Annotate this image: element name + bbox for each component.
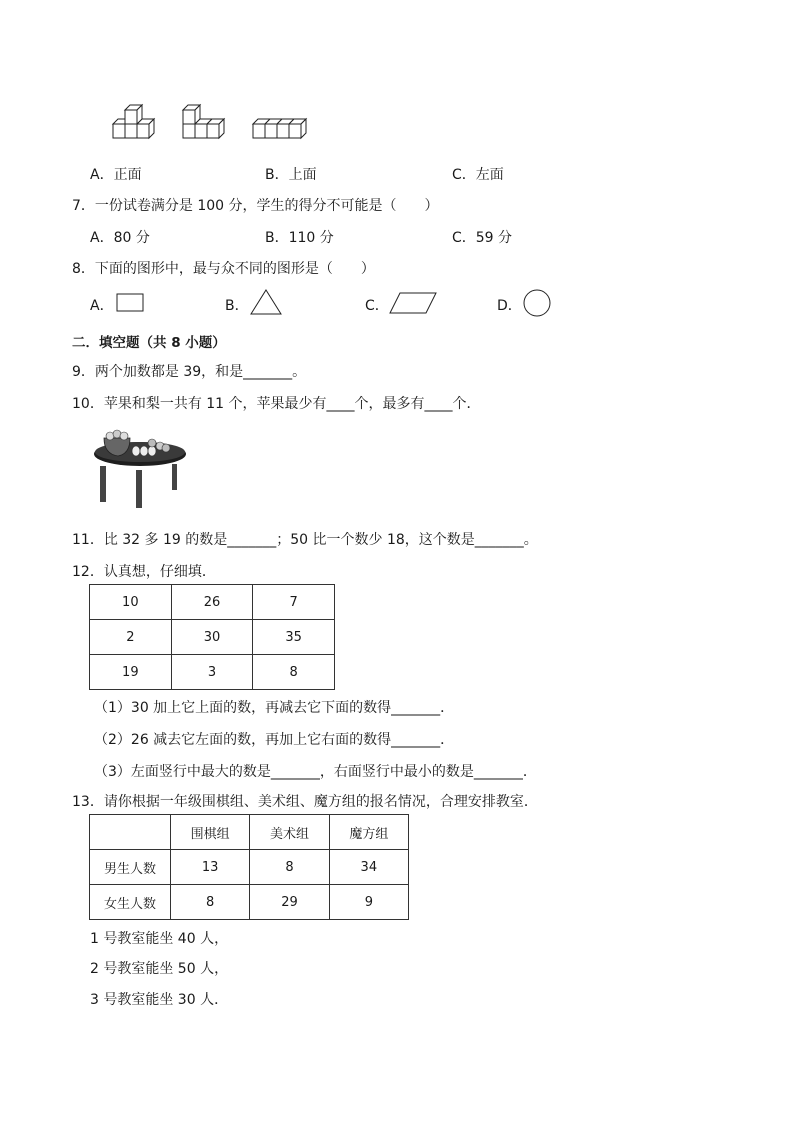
header-cell: 美术组 bbox=[250, 815, 329, 850]
header-cell bbox=[90, 815, 171, 850]
q12-sub-3: （3）左面竖行中最大的数是_______，右面竖行中最小的数是_______． bbox=[94, 764, 537, 780]
q8-option-c[interactable] bbox=[365, 295, 389, 315]
header-cell: 魔方组 bbox=[329, 815, 408, 850]
table-cell: 34 bbox=[329, 850, 408, 885]
table-row bbox=[90, 620, 335, 655]
room-2: 2 号教室能坐 50 人， bbox=[90, 961, 229, 977]
question-12: 12．认真想，仔细填． bbox=[72, 564, 216, 580]
question-8: 8．下面的图形中，最与众不同的图形是（ ） bbox=[72, 261, 375, 277]
fruit-table-illustration bbox=[90, 424, 190, 510]
q6-option-c[interactable]: C．左面 bbox=[452, 167, 504, 183]
grid-cell: 10 bbox=[90, 585, 172, 620]
grid-cell: 35 bbox=[253, 620, 335, 655]
table-cell: 8 bbox=[250, 850, 329, 885]
q7-option-a[interactable]: A．80 分 bbox=[90, 230, 150, 246]
q8-option-c-label: C． bbox=[365, 298, 389, 314]
table-row bbox=[90, 655, 335, 690]
table-header-row bbox=[90, 815, 409, 850]
cube-figure-2 bbox=[183, 105, 224, 138]
rectangle-shape bbox=[116, 292, 146, 314]
section-title: 二．填空题（共 8 小题） bbox=[72, 335, 226, 351]
row-label: 女生人数 bbox=[90, 885, 171, 920]
q8-option-a[interactable] bbox=[90, 295, 114, 315]
signup-table bbox=[89, 814, 409, 920]
grid-cell: 19 bbox=[90, 655, 172, 690]
question-7: 7．一份试卷满分是 100 分，学生的得分不可能是（ ） bbox=[72, 198, 439, 214]
table-cell: 8 bbox=[171, 885, 250, 920]
triangle-shape bbox=[249, 288, 283, 316]
q12-sub-1: （1）30 加上它上面的数，再减去它下面的数得_______． bbox=[94, 700, 455, 716]
table-cell: 9 bbox=[329, 885, 408, 920]
circle-shape bbox=[522, 288, 552, 318]
table-cell: 29 bbox=[250, 885, 329, 920]
table-cell: 13 bbox=[171, 850, 250, 885]
header-cell: 围棋组 bbox=[171, 815, 250, 850]
number-grid bbox=[89, 584, 335, 690]
grid-cell: 26 bbox=[171, 585, 253, 620]
room-3: 3 号教室能坐 30 人． bbox=[90, 992, 229, 1008]
q8-option-d-label: D． bbox=[497, 298, 522, 314]
q8-option-b-label: B． bbox=[225, 298, 249, 314]
row-label: 男生人数 bbox=[90, 850, 171, 885]
table-row bbox=[90, 585, 335, 620]
question-11: 11．比 32 多 19 的数是_______；50 比一个数少 18，这个数是_______。 bbox=[72, 532, 538, 548]
grid-cell: 3 bbox=[171, 655, 253, 690]
grid-cell: 2 bbox=[90, 620, 172, 655]
table-row bbox=[90, 885, 409, 920]
table-row bbox=[90, 850, 409, 885]
q8-option-d[interactable] bbox=[497, 295, 522, 315]
q8-option-a-label: A． bbox=[90, 298, 114, 314]
grid-cell: 30 bbox=[171, 620, 253, 655]
room-1: 1 号教室能坐 40 人， bbox=[90, 931, 229, 947]
q7-option-b[interactable]: B．110 分 bbox=[265, 230, 334, 246]
cube-figures bbox=[108, 102, 308, 144]
cube-figure-1 bbox=[113, 105, 154, 138]
cube-figure-3 bbox=[253, 119, 306, 138]
question-13: 13．请你根据一年级围棋组、美术组、魔方组的报名情况，合理安排教室． bbox=[72, 794, 538, 810]
question-10: 10．苹果和梨一共有 11 个，苹果最少有____个，最多有____个． bbox=[72, 396, 481, 412]
q6-option-b[interactable]: B．上面 bbox=[265, 167, 317, 183]
q8-option-b[interactable] bbox=[225, 295, 249, 315]
q6-option-a[interactable]: A．正面 bbox=[90, 167, 142, 183]
parallelogram-shape bbox=[388, 291, 438, 315]
q12-sub-2: （2）26 减去它左面的数，再加上它右面的数得_______． bbox=[94, 732, 455, 748]
q7-option-c[interactable]: C．59 分 bbox=[452, 230, 513, 246]
question-9: 9．两个加数都是 39，和是_______。 bbox=[72, 364, 307, 380]
grid-cell: 7 bbox=[253, 585, 335, 620]
grid-cell: 8 bbox=[253, 655, 335, 690]
